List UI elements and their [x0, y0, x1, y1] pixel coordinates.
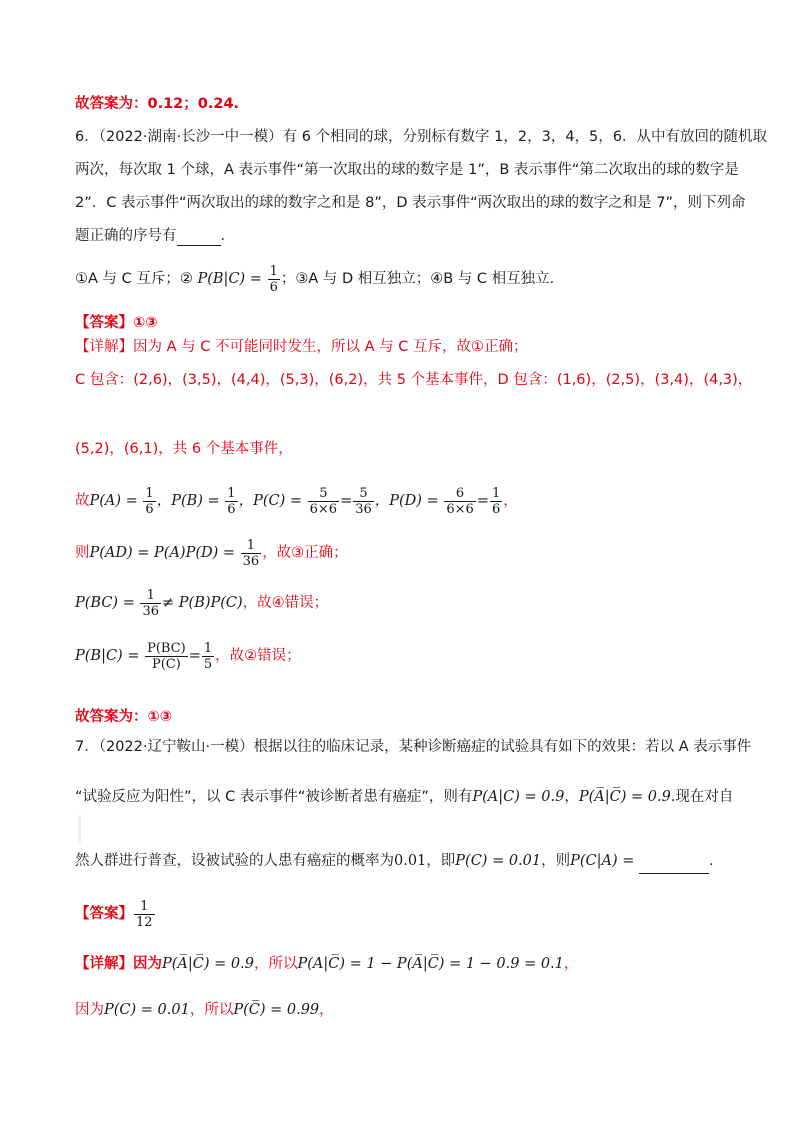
q7-answer: 【答案】 $\frac{1}{12}$: [75, 898, 153, 930]
text-cursor-marker: [78, 815, 81, 843]
q6-stem-line3: 2”．C 表示事件“两次取出的球的数字之和是 8”，D 表示事件“两次取出的球的数字之和是 7”，则下列命: [75, 195, 746, 211]
q6-stem-line4: 题正确的序号有 ．: [75, 228, 235, 244]
q6-detail-line3: (5,2)，(6,1)，共 6 个基本事件，: [75, 441, 293, 457]
q6-options: ①A 与 C 互斥；② P(B|C) = $\frac{1}{6}$ ；③A 与 D 相互独立；④B 与 C 相互独立．: [75, 263, 565, 295]
q6-final-answer: 故答案为：①③: [75, 709, 173, 725]
prev-final-answer: 故答案为：0.12；0.24.: [75, 96, 240, 112]
q6-detail-independence-ad: 则P(AD) = P(A)P(D) = $\frac{1}{36}$ ，故③正确；: [75, 537, 348, 569]
q7-given-1: P(A|C) = 0.9: [472, 789, 565, 805]
q6-detail-probabilities: 故P(A) = $\frac{1}{6}$ ，P(B) = $\frac{1}{6}$ ，P(C) = $\frac{5}{6\times 6}$ = $\frac{5}{36}$ ，P(D) = $\frac{6}{6\times 6}$ = $\frac{1}{6}$ ，: [75, 485, 518, 517]
q6-option2-expr: P(B|C) =: [197, 271, 262, 287]
q7-stem-line2: “试验反应为阳性”，以 C 表示事件“被诊断者患有癌症”，则有P(A|C) = 0.9，P(A̅|C̅) = 0.9.现在对自: [75, 789, 734, 805]
q6-detail-conditional: P(B|C) = $\frac{P(BC)}{P(C)}$ = $\frac{1}{5}$ ，故②错误；: [75, 640, 301, 672]
q6-detail-independence-bc: P(BC) = $\frac{1}{36}$ ≠ P(B)P(C)，故④错误；: [75, 587, 329, 619]
q6-stem-line2: 两次，每次取 1 个球，A 表示事件“第一次取出的球的数字是 1”，B 表示事件“第二次取出的球的数字是: [75, 162, 739, 178]
q7-answer-blank: [639, 873, 709, 874]
q7-stem-line3: 然人群进行普查，设被试验的人患有癌症的概率为0.01，即P(C) = 0.01，则P(C|A) = .: [75, 848, 714, 874]
q6-stem-line1: 6．（2022·湖南·长沙一中一模）有 6 个相同的球，分别标有数字 1，2，3，4，5，6．从中有放回的随机取: [75, 129, 767, 145]
q7-detail-line1: 【详解】因为P(A̅|C̅) = 0.9，所以P(A|C̅) = 1 − P(A̅|C̅) = 1 − 0.9 = 0.1，: [75, 956, 579, 972]
q6-detail-line1: 【详解】因为 A 与 C 不可能同时发生，所以 A 与 C 互斥，故①正确；: [75, 339, 528, 355]
q6-option2-fraction: $\frac{1}{6}$: [269, 263, 278, 295]
q6-stem-text: 题正确的序号有: [75, 228, 177, 244]
q6-detail-line2: C 包含：(2,6)，(3,5)，(4,4)，(5,3)，(6,2)，共 5 个基本事件，D 包含：(1,6)，(2,5)，(3,4)，(4,3)，: [75, 372, 753, 388]
q6-answer: 【答案】①③: [75, 315, 158, 331]
q7-question-expr: P(C|A) =: [570, 853, 635, 869]
q7-detail-line2: 因为P(C) = 0.01，所以P(C̅) = 0.99，: [75, 1002, 334, 1018]
q7-stem-line1: 7．（2022·辽宁鞍山·一模）根据以往的临床记录，某种诊断癌症的试验具有如下的效果：若以 A 表示事件: [75, 739, 752, 755]
q7-answer-fraction: $\frac{1}{12}$: [136, 898, 153, 930]
q6-answer-blank: [177, 245, 221, 246]
q7-given-2: P(A̅|C̅) = 0.9: [578, 789, 671, 805]
